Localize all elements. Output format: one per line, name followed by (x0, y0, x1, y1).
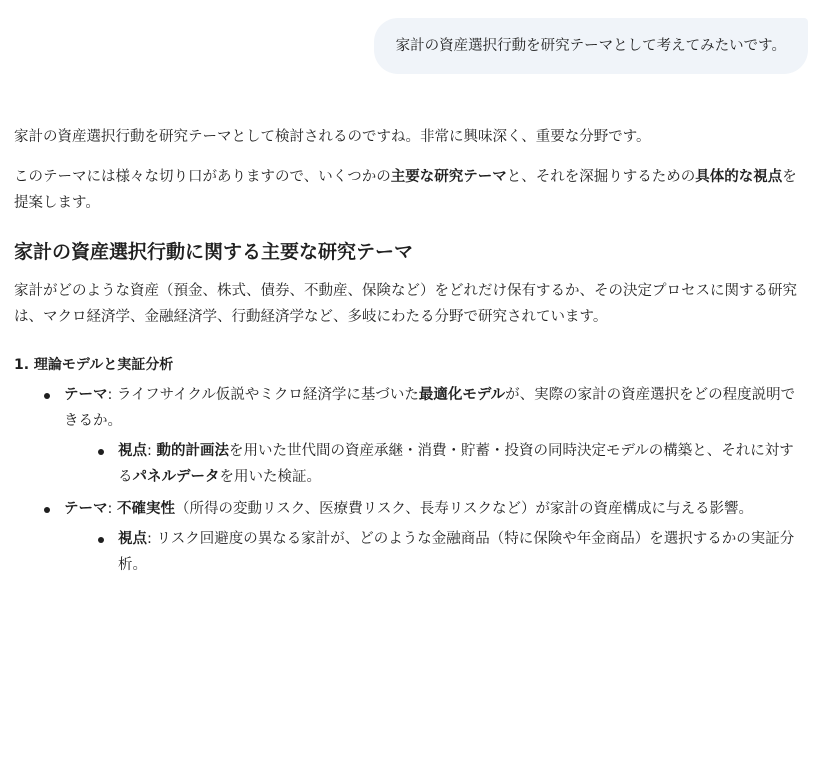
user-message-text: 家計の資産選択行動を研究テーマとして考えてみたいです。 (395, 38, 786, 54)
perspective-list (64, 438, 804, 490)
perspective-label: 視点 (118, 443, 147, 459)
perspective-list (64, 526, 804, 578)
theme-text-a: : ライフサイクル仮説やミクロ経済学に基づいた (107, 387, 419, 403)
list-item-theme-1 (38, 382, 804, 490)
perspective-text-a: : リスク回避度の異なる家計が、どのような金融商品（特に保険や年金商品）を選択するかの実証分析。 (118, 531, 795, 573)
intro-paragraph-1 (14, 124, 804, 150)
theme-list (14, 382, 804, 578)
theme-text-a: : (107, 501, 117, 517)
perspective-bold-term-2: パネルデータ (132, 469, 220, 485)
theme-label: テーマ (64, 387, 108, 403)
perspective-text-c: を用いた世代間の資産承継・消費・貯蓄・投資の同時決定モデルの構築と、それに対する (118, 443, 794, 485)
subsection-title: 1. 理論モデルと実証分析 (14, 357, 174, 373)
list-item-perspective-1 (92, 438, 804, 490)
intro-2-bold-themes: 主要な研究テーマ (390, 169, 507, 185)
perspective-text-a: : (147, 443, 157, 459)
intro-2-text-a: このテーマには様々な切り口がありますので、いくつかの (14, 169, 391, 185)
overview-text: 家計がどのような資産（預金、株式、債券、不動産、保険など）をどれだけ保有するか、その決定プロセスに関する研究は、マクロ経済学、金融経済学、行動経済学など、多岐にわたる分野で研究されています。 (14, 283, 797, 325)
theme-bold-term: 最適化モデル (418, 387, 506, 403)
theme-label: テーマ (64, 501, 108, 517)
list-item-theme-2 (38, 496, 804, 578)
list-item-perspective-2 (92, 526, 804, 578)
perspective-label: 視点 (118, 531, 147, 547)
overview-paragraph (14, 278, 804, 330)
intro-2-text-c: と、それを深掘りするための (506, 169, 696, 185)
theme-text-c: が、実際の家計の資産選択をどの程度説明できるか。 (64, 387, 796, 429)
intro-paragraph-2 (14, 164, 804, 216)
perspective-bold-term: 動的計画法 (156, 443, 229, 459)
perspective-text-e: を用いた検証。 (219, 469, 321, 485)
intro-2-bold-perspectives: 具体的な視点 (695, 169, 783, 185)
theme-text-c: （所得の変動リスク、医療費リスク、長寿リスクなど）が家計の資産構成に与える影響。 (175, 501, 753, 517)
user-message-bubble (374, 18, 808, 74)
section-heading: 家計の資産選択行動に関する主要な研究テーマ (14, 241, 414, 263)
intro-2-text-e: を提案します。 (14, 169, 797, 211)
assistant-response (14, 124, 804, 584)
theme-bold-term: 不確実性 (117, 501, 175, 517)
intro-1-text: 家計の資産選択行動を研究テーマとして検討されるのですね。非常に興味深く、重要な分野です。 (14, 129, 651, 145)
